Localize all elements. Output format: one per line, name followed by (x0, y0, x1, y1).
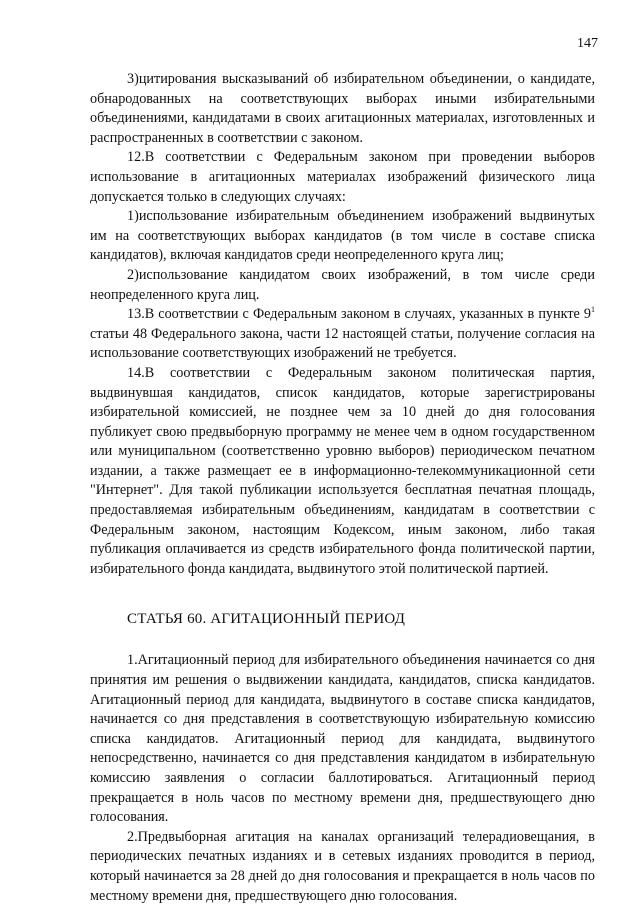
paragraph-12-item-1: 1)использование избирательным объединением изображений выдвинутых им на соответствующих выборах кандидатов (в том числе в составе списка кандидатов), включая кандидатов среди неопределенного круга лиц; (90, 208, 595, 264)
page-number: 147 (577, 36, 598, 51)
paragraph-13 (90, 305, 595, 364)
article-60-paragraph-1: 1.Агитационный период для избирательного объединения начинается со дня принятия им решения о выдвижении кандидата, кандидатов, списка кандидатов. Агитационный период для кандидата, выдвинутого в составе списка кандидатов, начинается со дня представления в соответствующую избирательную комиссию списка кандидатов. Агитационный период для кандидата, выдвинутого непосредственно, начинается со дня представления кандидатом в избирательную комиссию заявления о согласии баллотироваться. Агитационный период прекращается в ноль часов по местному времени дня, предшествующего дню голосования. (90, 652, 595, 826)
paragraph-14: 14.В соответствии с Федеральным законом политическая партия, выдвинувшая кандидатов, список кандидатов, которые зарегистрированы избирательной комиссией, не позднее чем за 10 дней до дня голосования публикует свою предвыборную программу не менее чем в одном государственном или муниципальном (соответственно уровню выборов) периодическом печатном издании, а также размещает ее в информационно-телекоммуникационной сети "Интернет". Для такой публикации используется бесплатная печатная площадь, предоставляемая избирательным объединениям, кандидатам в соответствии с Федеральным законом, настоящим Кодексом, иным законом, либо такая публикация оплачивается из средств избирательного фонда политической партии, избирательного фонда кандидата, выдвинутого этой политической партией. (90, 364, 595, 577)
paragraph-12: 12.В соответствии с Федеральным законом при проведении выборов использование в агитационных материалах изображений физического лица допускается только в следующих случаях: (90, 149, 595, 205)
article-heading: СТАТЬЯ 60. АГИТАЦИОННЫЙ ПЕРИОД (127, 611, 406, 628)
paragraph-citation-3: 3)цитирования высказываний об избирательном объединении, о кандидате, обнародованных на соответствующих выборах иными избирательными объединениями, кандидатами в своих агитационных материалах, изготовленных и распространенных в соответствии с законом. (90, 71, 595, 146)
superscript-index: 1 (591, 305, 595, 315)
article-60-paragraph-2: 2.Предвыборная агитация на каналах организаций телерадиовещания, в периодических печатных изданиях и в сетевых изданиях проводится в период, который начинается за 28 дней до дня голосования и прекращается в ноль часов по местному времени дня, предшествующего дню голосования. (90, 828, 595, 904)
paragraph-13-part2: статьи 48 Федерального закона, части 12 настоящей статьи, получение согласия на использование соответствующих изображений не требуется. (90, 325, 595, 362)
paragraph-12-item-2: 2)использование кандидатом своих изображений, в том числе среди неопределенного круга лиц. (90, 266, 595, 303)
paragraph-13-part1: 13.В соответствии с Федеральным законом в случаях, указанных в пункте 9 (127, 306, 591, 323)
document-body (90, 70, 595, 906)
